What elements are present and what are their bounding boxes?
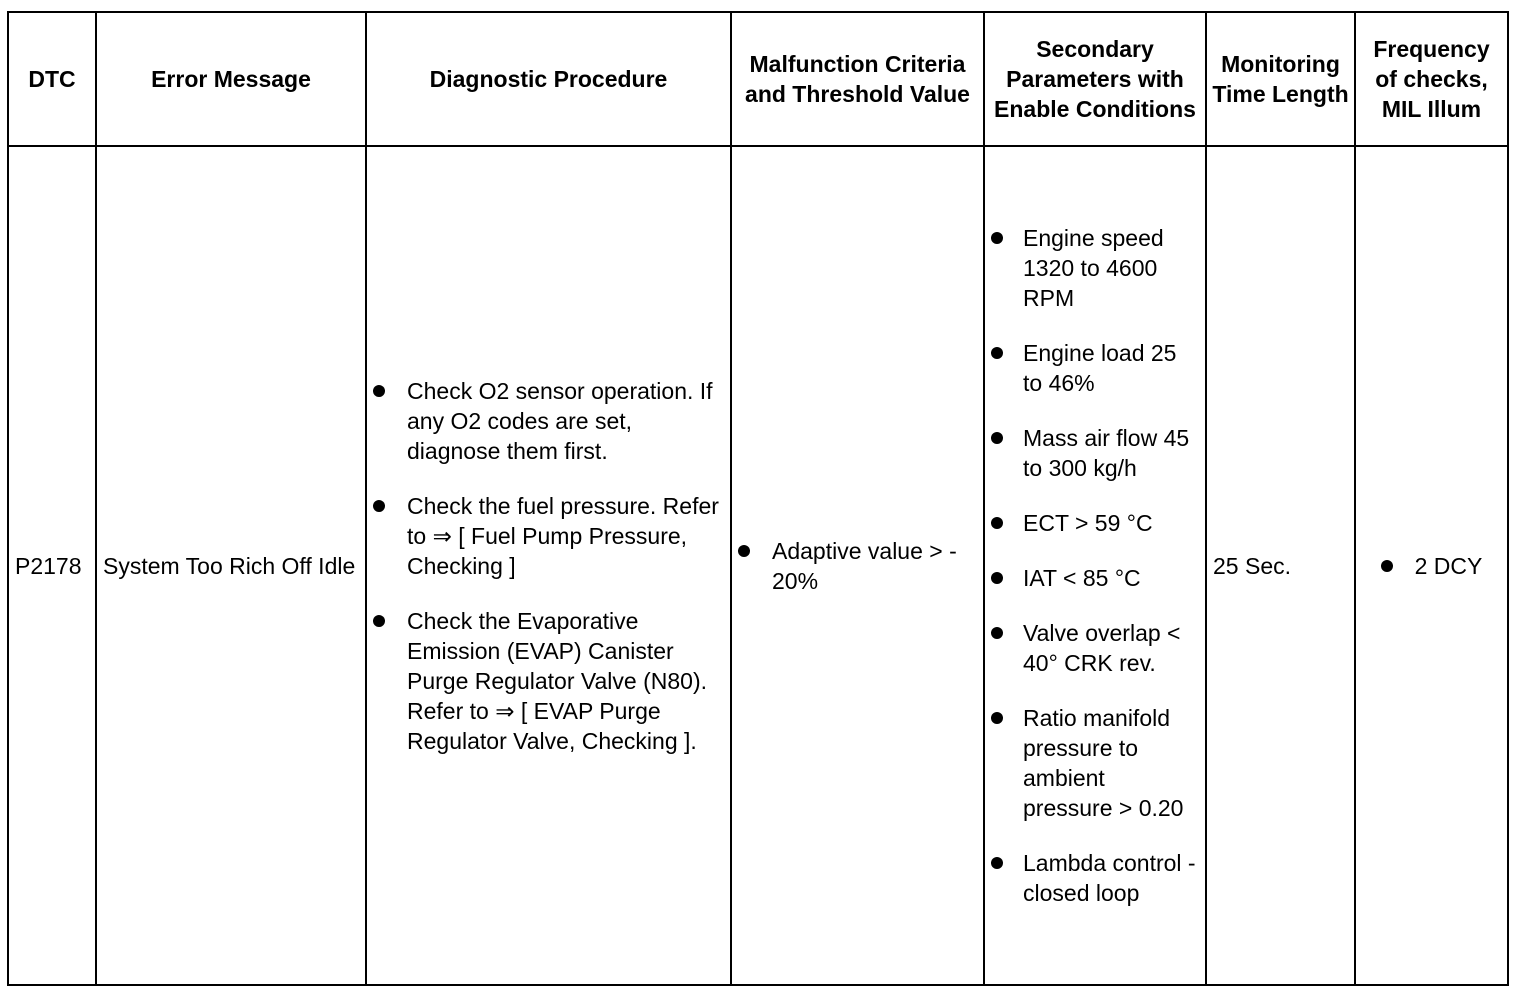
parameter-text: Engine load 25 to 46% — [1023, 340, 1177, 396]
header-error-message: Error Message — [96, 12, 366, 146]
header-monitoring-time: Monitoring Time Length — [1206, 12, 1355, 146]
parameter-text: IAT < 85 °C — [1023, 565, 1141, 591]
bullet-icon — [991, 347, 1003, 359]
parameter-text: Mass air flow 45 to 300 kg/h — [1023, 425, 1190, 481]
diagnostic-procedure-cell — [366, 146, 731, 985]
bullet-icon — [373, 385, 385, 397]
bullet-icon — [373, 500, 385, 512]
procedure-step-text: Check the fuel pressure. Refer to ⇒ [ Fuel Pump Pressure, Checking ] — [407, 492, 719, 579]
parameter-text: ECT > 59 °C — [1023, 510, 1153, 536]
list-item — [991, 223, 1199, 313]
dtc-code: P2178 — [8, 146, 96, 985]
list-item — [991, 423, 1199, 483]
malfunction-criteria-list — [738, 536, 977, 596]
parameter-text: Ratio manifold pressure to ambient pressure > 0.20 — [1023, 705, 1184, 821]
bullet-icon — [991, 232, 1003, 244]
parameter-text: Lambda control - closed loop — [1023, 850, 1196, 906]
header-frequency: Frequency of checks, MIL Illum — [1355, 12, 1508, 146]
procedure-step-text: Check the Evaporative Emission (EVAP) Canister Purge Regulator Valve (N80). Refer to ⇒ [ EVAP Purge Regulator Valve, Checking ]. — [407, 607, 707, 754]
bullet-icon — [991, 432, 1003, 444]
bullet-icon — [991, 857, 1003, 869]
header-row — [8, 12, 1508, 146]
list-item — [991, 618, 1199, 678]
bullet-icon — [991, 517, 1003, 529]
malfunction-criteria-cell — [731, 146, 984, 985]
parameter-text: Valve overlap < 40° CRK rev. — [1023, 620, 1181, 676]
list-item — [373, 491, 724, 581]
table-row — [8, 146, 1508, 985]
header-dtc: DTC — [8, 12, 96, 146]
list-item — [373, 376, 724, 466]
list-item — [373, 606, 724, 756]
dtc-table — [7, 11, 1509, 986]
frequency-list — [1381, 551, 1483, 581]
frequency-cell — [1355, 146, 1508, 985]
bullet-icon — [991, 627, 1003, 639]
bullet-icon — [991, 712, 1003, 724]
header-malfunction-criteria: Malfunction Criteria and Threshold Value — [731, 12, 984, 146]
list-item — [991, 338, 1199, 398]
list-item — [991, 848, 1199, 908]
criteria-text: Adaptive value > - 20% — [772, 537, 957, 594]
parameter-text: Engine speed 1320 to 4600 RPM — [1023, 225, 1164, 311]
secondary-parameters-list — [991, 223, 1199, 908]
bullet-icon — [373, 615, 385, 627]
bullet-icon — [1381, 560, 1393, 572]
error-message: System Too Rich Off Idle — [96, 146, 366, 985]
list-item — [991, 563, 1199, 593]
list-item — [1381, 551, 1483, 581]
bullet-icon — [991, 572, 1003, 584]
secondary-parameters-cell — [984, 146, 1206, 985]
frequency-text: 2 DCY — [1414, 552, 1483, 579]
bullet-icon — [738, 545, 750, 557]
list-item — [991, 508, 1199, 538]
list-item — [738, 536, 977, 596]
diagnostic-procedure-list — [373, 376, 724, 756]
header-secondary-parameters: Secondary Parameters with Enable Conditions — [984, 12, 1206, 146]
procedure-step-text: Check O2 sensor operation. If any O2 codes are set, diagnose them first. — [407, 377, 713, 464]
monitoring-time: 25 Sec. — [1206, 146, 1355, 985]
list-item — [991, 703, 1199, 823]
header-diagnostic-procedure: Diagnostic Procedure — [366, 12, 731, 146]
